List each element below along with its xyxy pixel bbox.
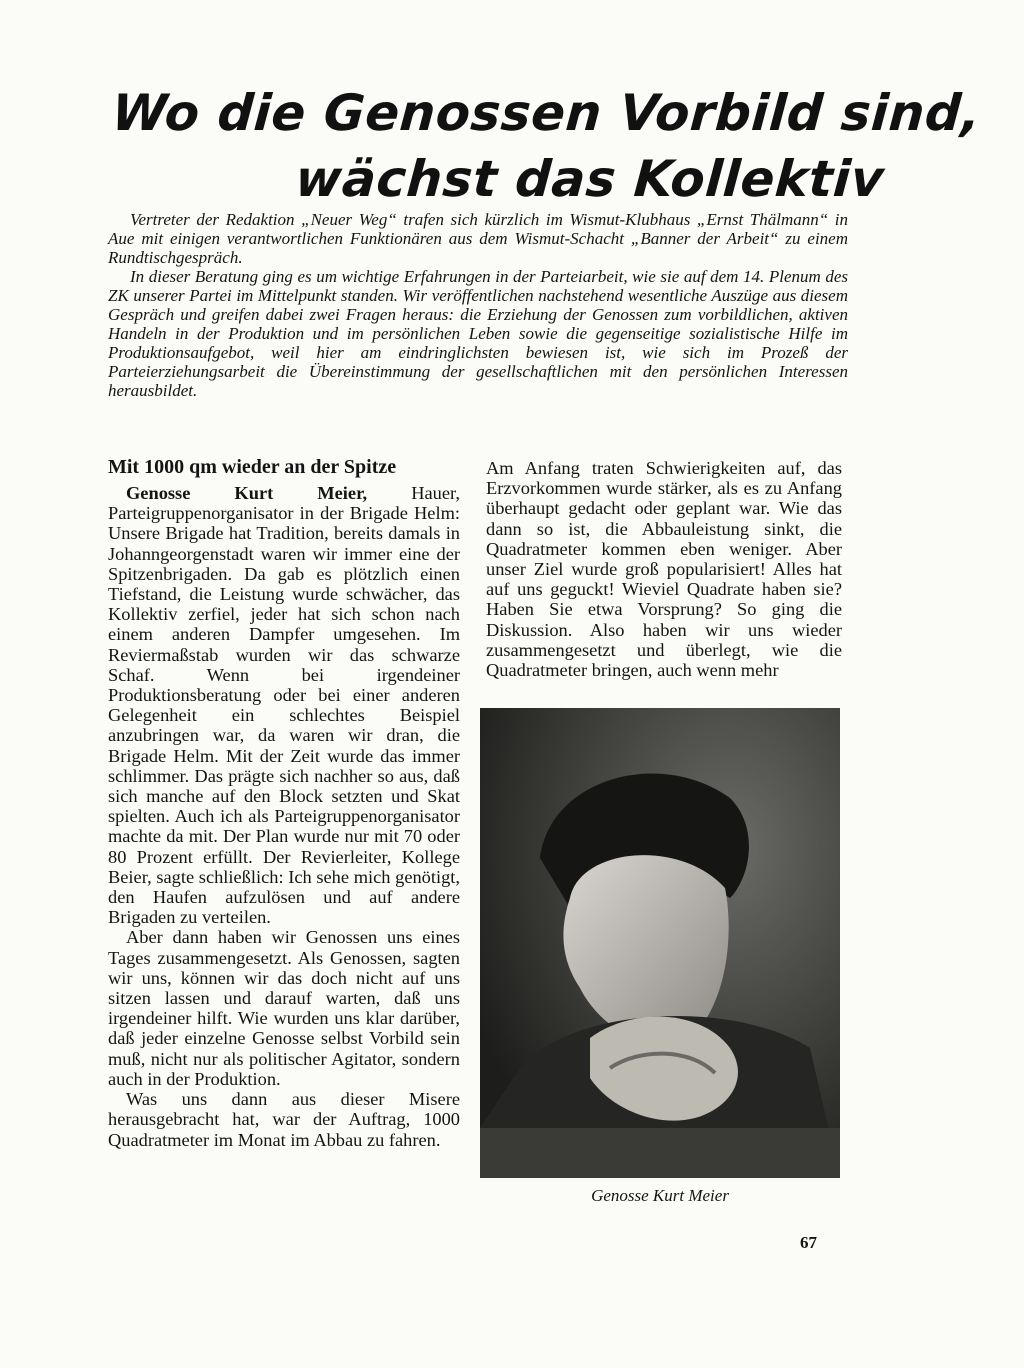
intro-paragraph: In dieser Beratung ging es um wichtige Erfahrungen in der Parteiarbeit, wie sie auf dem 14. Plenum des ZK unserer Partei im Mittelpunkt standen. Wir veröffentlichen nachstehend wesentliche Auszüge aus diesem Gespräch und greifen dabei zwei Fragen heraus: die Erziehung der Genossen zum vorbildlichen, aktiven Handeln in der Produktion und im persönlichen Leben sowie die gegenseitige sozialistische Hilfe im Produktionsaufgebot, weil hier am eindringlichsten bewiesen ist, wie sich im Prozeß der Parteierziehungsarbeit die Übereinstimmung der gesellschaftlichen mit den persönlichen Interessen herausbildet. (108, 267, 848, 400)
page-number: 67 (800, 1233, 817, 1252)
article-intro (108, 210, 848, 400)
body-paragraph: Aber dann haben wir Genossen uns eines Tages zusammengesetzt. Als Genossen, sagten wir uns, können wir das doch nicht auf uns sitzen lassen und darauf warten, daß uns irgendeiner hilft. Wie wurden uns klar darüber, daß jeder einzelne Genosse selbst Vorbild sein muß, nicht nur als politischer Agitator, sondern auch in der Produktion. (108, 927, 460, 1089)
right-column (486, 458, 842, 680)
portrait-image (480, 708, 840, 1178)
paragraph-text: Hauer, Parteigruppenorganisator in der Brigade Helm: Unsere Brigade hat Tradition, bereits damals in Johanngeorgenstadt waren wir immer eine der Spitzenbrigaden. Da gab es plötzlich einen Tiefstand, die Leistung wurde schwächer, das Kollektiv zerfiel, jeder hat sich schon nach einem anderen Dampfer umgesehen. Im Reviermaßstab wurden wir das schwarze Schaf. Wenn bei irgendeiner Produktionsberatung oder bei einer anderen Gelegenheit ein schlechtes Beispiel anzubringen war, da waren wir dran, die Brigade Helm. Mit der Zeit wurde das immer schlimmer. Das prägte sich nachher so aus, daß sich manche auf den Block setzten und Skat spielten. Auch ich als Parteigruppenorganisator machte da mit. Der Plan wurde nur mit 70 oder 80 Prozent erfüllt. Der Revierleiter, Kollege Beier, sagte schließlich: Ich sehe mich genötigt, den Haufen aufzulösen und auf andere Brigaden zu verteilen. (108, 483, 460, 928)
speaker-name: Genosse Kurt Meier, (126, 483, 368, 503)
photo-caption: Genosse Kurt Meier (591, 1186, 729, 1205)
portrait-photo (480, 708, 840, 1178)
left-column (108, 455, 460, 1150)
section-subheading: Mit 1000 qm wieder an der Spitze (108, 456, 397, 478)
body-paragraph (108, 483, 460, 927)
intro-paragraph: Vertreter der Redaktion „Neuer Weg“ trafen sich kürzlich im Wismut-Klubhaus „Ernst Thälmann“ in Aue mit einigen verantwortlichen Funktionären aus dem Wismut-Schacht „Banner der Arbeit“ zu einem Rundtischgespräch. (108, 210, 848, 267)
body-paragraph: Am Anfang traten Schwierigkeiten auf, das Erzvorkommen wurde stärker, als es zu Anfang überhaupt gedacht oder geplant war. Wie das dann so ist, die Abbauleistung sinkt, die Quadratmeter kommen eben weniger. Aber unser Ziel wurde groß popularisiert! Alles hat auf uns geguckt! Wieviel Quadrate haben sie? Haben Sie etwa Vorsprung? So ging die Diskussion. Also haben wir uns wieder zusammengesetzt und überlegt, wie die Quadratmeter bringen, auch wenn mehr (486, 458, 842, 681)
article-title-line-2: wächst das Kollektiv (293, 150, 887, 208)
body-paragraph: Was uns dann aus dieser Misere herausgebracht hat, war der Auftrag, 1000 Quadratmeter im Monat im Abbau zu fahren. (108, 1089, 460, 1150)
article-title-line-1: Wo die Genossen Vorbild sind, (109, 84, 983, 142)
